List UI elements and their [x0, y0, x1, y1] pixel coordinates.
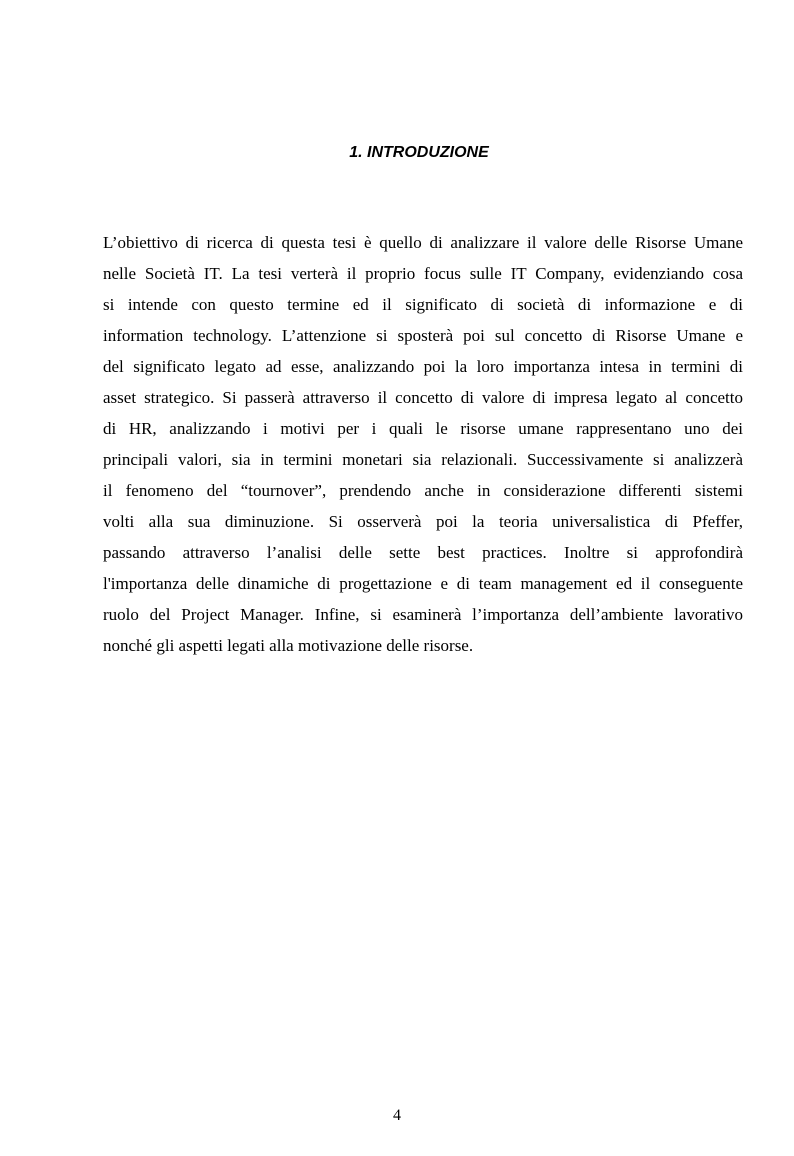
- paragraph-line: il fenomeno del “tournover”, prendendo anche in considerazione differenti sistemi: [103, 481, 743, 500]
- paragraph-line: di HR, analizzando i motivi per i quali le risorse umane rappresentano uno dei: [103, 419, 743, 438]
- paragraph-line: nelle Società IT. La tesi verterà il proprio focus sulle IT Company, evidenziando cosa: [103, 264, 743, 283]
- paragraph-line: information technology. L’attenzione si sposterà poi sul concetto di Risorse Umane e: [103, 326, 743, 345]
- paragraph-line: volti alla sua diminuzione. Si osserverà poi la teoria universalistica di Pfeffer,: [103, 512, 743, 531]
- paragraph-line: si intende con questo termine ed il significato di società di informazione e di: [103, 295, 743, 314]
- page-number: 4: [393, 1107, 401, 1124]
- paragraph-line: nonché gli aspetti legati alla motivazione delle risorse.: [103, 636, 474, 655]
- paragraph-line: principali valori, sia in termini monetari sia relazionali. Successivamente si analizzerà: [103, 450, 743, 469]
- paragraph-line: L’obiettivo di ricerca di questa tesi è quello di analizzare il valore delle Risorse Umane: [103, 233, 743, 252]
- introduction-paragraph: [103, 227, 743, 661]
- paragraph-line: passando attraverso l’analisi delle sette best practices. Inoltre si approfondirà: [103, 543, 743, 562]
- section-heading: 1. INTRODUZIONE: [349, 144, 489, 161]
- paragraph-line: ruolo del Project Manager. Infine, si esaminerà l’importanza dell’ambiente lavorativo: [103, 605, 743, 624]
- paragraph-line: asset strategico. Si passerà attraverso il concetto di valore di impresa legato al concetto: [103, 388, 743, 407]
- paragraph-line: del significato legato ad esse, analizzando poi la loro importanza intesa in termini di: [103, 357, 743, 376]
- paragraph-line: l'importanza delle dinamiche di progettazione e di team management ed il conseguente: [103, 574, 743, 593]
